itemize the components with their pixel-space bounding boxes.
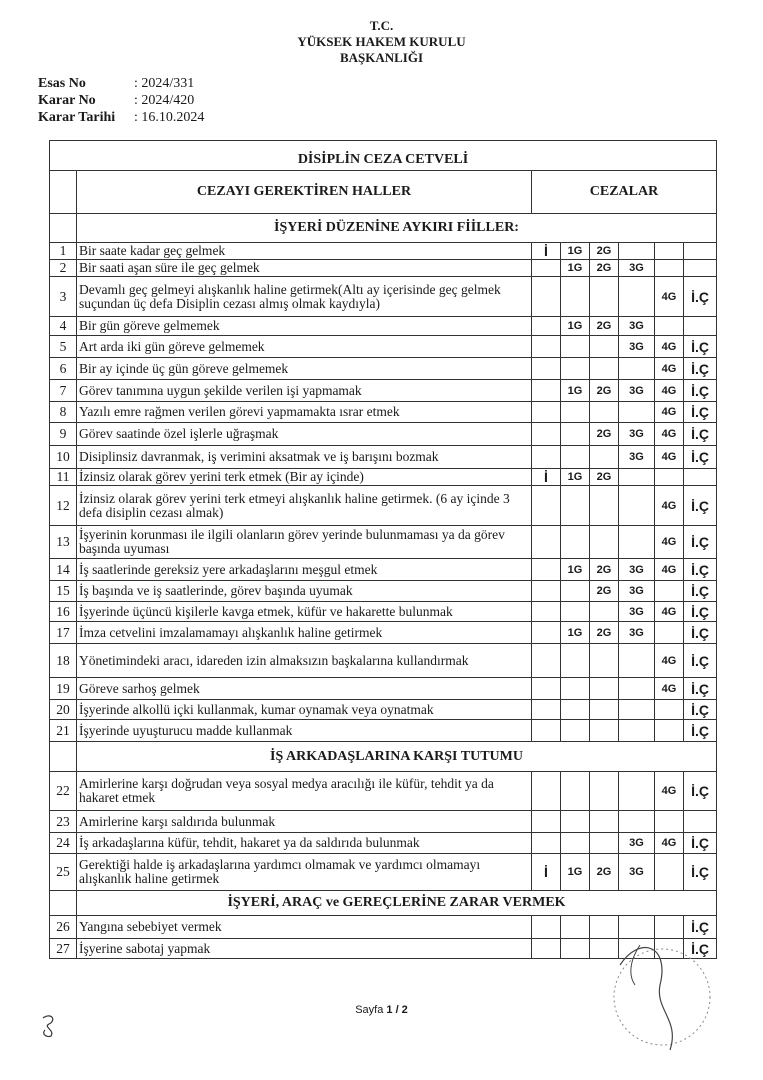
penalty-cell — [532, 423, 561, 446]
row-offense: İzinsiz olarak görev yerini terk etmek (Bir ay içinde) — [77, 469, 532, 486]
row-offense: İmza cetvelini imzalamamayı alışkanlık haline getirmek — [77, 622, 532, 644]
penalty-cell — [590, 358, 619, 380]
row-offense: İşyerinin korunması ile ilgili olanların görev yerinde bulunmaması ya da görev başında uyuması — [77, 526, 532, 559]
penalty-cell — [655, 720, 684, 742]
penalty-cell: 4G — [655, 644, 684, 678]
penalty-cell — [590, 336, 619, 358]
penalty-cell — [532, 700, 561, 720]
penalty-cell — [561, 700, 590, 720]
penalty-cell: İ.Ç — [684, 526, 717, 559]
penalty-cell: 2G — [590, 854, 619, 891]
table-title-row — [50, 141, 717, 171]
row-number: 24 — [50, 833, 77, 854]
case-info-label: Esas No — [38, 76, 86, 91]
penalty-cell — [655, 317, 684, 336]
row-number: 12 — [50, 486, 77, 526]
table-row — [50, 559, 717, 581]
row-number: 13 — [50, 526, 77, 559]
row-offense: İş arkadaşlarına küfür, tehdit, hakaret ya da saldırıda bulunmak — [77, 833, 532, 854]
penalty-cell — [561, 336, 590, 358]
penalty-cell: İ.Ç — [684, 581, 717, 602]
case-info-label: Karar Tarihi — [38, 110, 116, 125]
penalty-cell — [590, 644, 619, 678]
case-info-value: : 2024/331 — [134, 76, 195, 91]
row-number: 6 — [50, 358, 77, 380]
penalty-cell: 2G — [590, 260, 619, 277]
penalty-cell — [561, 720, 590, 742]
penalty-cell — [561, 526, 590, 559]
penalty-cell — [532, 317, 561, 336]
table-row — [50, 380, 717, 402]
penalty-cell: 3G — [619, 446, 655, 469]
penalty-cell — [684, 811, 717, 833]
penalty-cell: 4G — [655, 446, 684, 469]
penalty-cell — [655, 243, 684, 260]
row-offense: Disiplinsiz davranmak, iş verimini aksatmak ve iş barışını bozmak — [77, 446, 532, 469]
penalty-cell — [619, 772, 655, 811]
page-number: 1 / 2 — [386, 1004, 408, 1016]
penalty-cell: 3G — [619, 833, 655, 854]
penalty-cell — [590, 602, 619, 622]
row-number: 5 — [50, 336, 77, 358]
row-offense: Art arda iki gün göreve gelmemek — [77, 336, 532, 358]
row-number: 7 — [50, 380, 77, 402]
table-row — [50, 581, 717, 602]
table-row — [50, 336, 717, 358]
penalty-cell — [619, 402, 655, 423]
penalty-cell: 2G — [590, 559, 619, 581]
table-row — [50, 526, 717, 559]
row-offense: Amirlerine karşı saldırıda bulunmak — [77, 811, 532, 833]
section-header-row — [50, 742, 717, 772]
penalty-cell — [532, 939, 561, 959]
footer-prefix: Sayfa — [355, 1004, 387, 1016]
section-blank-cell — [50, 891, 77, 916]
penalty-cell: 3G — [619, 622, 655, 644]
penalty-cell — [532, 526, 561, 559]
row-number: 11 — [50, 469, 77, 486]
penalty-cell: İ.Ç — [684, 486, 717, 526]
penalty-table — [49, 140, 717, 959]
row-number: 8 — [50, 402, 77, 423]
penalty-cell — [532, 446, 561, 469]
penalty-cell — [684, 243, 717, 260]
penalty-cell — [561, 916, 590, 939]
table-row — [50, 602, 717, 622]
penalty-cell — [561, 423, 590, 446]
penalty-cell: İ.Ç — [684, 559, 717, 581]
case-info-value: : 16.10.2024 — [134, 110, 205, 125]
penalty-cell — [532, 772, 561, 811]
penalty-cell — [619, 678, 655, 700]
row-offense: İşyerine sabotaj yapmak — [77, 939, 532, 959]
penalty-cell: 1G — [561, 469, 590, 486]
section-title: İŞYERİ, ARAÇ ve GEREÇLERİNE ZARAR VERMEK — [77, 891, 717, 916]
row-number: 9 — [50, 423, 77, 446]
penalty-cell: 3G — [619, 854, 655, 891]
penalty-cell — [590, 700, 619, 720]
penalty-cell — [532, 678, 561, 700]
penalty-cell: 4G — [655, 602, 684, 622]
penalty-cell — [655, 581, 684, 602]
penalty-cell — [684, 260, 717, 277]
penalty-cell — [561, 277, 590, 317]
table-row — [50, 622, 717, 644]
table-row — [50, 317, 717, 336]
table-row — [50, 469, 717, 486]
penalty-cell: 3G — [619, 423, 655, 446]
table-header-row — [50, 171, 717, 214]
penalty-cell — [619, 358, 655, 380]
penalty-cell: 3G — [619, 336, 655, 358]
row-offense: İşyerinde uyuşturucu madde kullanmak — [77, 720, 532, 742]
penalty-cell: 1G — [561, 380, 590, 402]
row-offense: Göreve sarhoş gelmek — [77, 678, 532, 700]
penalty-cell: 4G — [655, 380, 684, 402]
row-offense: Gerektiği halde iş arkadaşlarına yardımcı olmamak ve yardımcı olmamayı alışkanlık haline getirmek — [77, 854, 532, 891]
penalty-cell — [619, 243, 655, 260]
penalty-cell — [561, 358, 590, 380]
penalty-cell — [532, 811, 561, 833]
penalty-cell — [590, 526, 619, 559]
section-header-row — [50, 891, 717, 916]
penalty-cell — [655, 854, 684, 891]
penalty-cell: İ — [532, 469, 561, 486]
table-row — [50, 423, 717, 446]
table-row — [50, 720, 717, 742]
table-row — [50, 678, 717, 700]
case-info-label: Karar No — [38, 93, 96, 108]
section-blank-cell — [50, 742, 77, 772]
penalty-cell: 3G — [619, 559, 655, 581]
penalty-cell — [561, 772, 590, 811]
penalty-cell — [655, 811, 684, 833]
section-title: İŞYERİ DÜZENİNE AYKIRI FİİLLER: — [77, 214, 717, 243]
penalty-cell: 3G — [619, 602, 655, 622]
row-offense: Bir gün göreve gelmemek — [77, 317, 532, 336]
row-offense: İş saatlerinde gereksiz yere arkadaşlarını meşgul etmek — [77, 559, 532, 581]
penalty-cell — [532, 602, 561, 622]
document-header — [0, 18, 763, 66]
penalty-cell — [590, 446, 619, 469]
row-number: 20 — [50, 700, 77, 720]
penalty-cell: 4G — [655, 526, 684, 559]
penalty-cell: İ — [532, 854, 561, 891]
header-blank-cell — [50, 171, 77, 214]
penalty-cell — [590, 402, 619, 423]
penalty-cell — [561, 833, 590, 854]
penalty-cell — [590, 678, 619, 700]
penalty-cell: 4G — [655, 423, 684, 446]
header-line-2: YÜKSEK HAKEM KURULU — [297, 34, 466, 49]
penalty-cell: 1G — [561, 559, 590, 581]
penalty-cell: 2G — [590, 243, 619, 260]
penalty-cell: İ.Ç — [684, 772, 717, 811]
row-offense: İşyerinde üçüncü kişilerle kavga etmek, küfür ve hakarette bulunmak — [77, 602, 532, 622]
header-line-1: T.C. — [369, 18, 394, 33]
table-row — [50, 772, 717, 811]
row-offense: İşyerinde alkollü içki kullanmak, kumar oynamak veya oynatmak — [77, 700, 532, 720]
penalty-cell: 1G — [561, 854, 590, 891]
penalty-cell — [561, 602, 590, 622]
section-blank-cell — [50, 214, 77, 243]
row-offense: Görev tanımına uygun şekilde verilen işi yapmamak — [77, 380, 532, 402]
table-row — [50, 277, 717, 317]
penalty-cell — [619, 720, 655, 742]
penalty-cell: 4G — [655, 833, 684, 854]
penalty-cell — [655, 469, 684, 486]
penalty-cell — [561, 486, 590, 526]
penalty-cell: 2G — [590, 581, 619, 602]
row-number: 14 — [50, 559, 77, 581]
official-stamp — [600, 925, 720, 1055]
row-number: 22 — [50, 772, 77, 811]
row-offense: Bir ay içinde üç gün göreve gelmemek — [77, 358, 532, 380]
penalty-cell — [619, 469, 655, 486]
penalty-cell: 4G — [655, 402, 684, 423]
row-number: 2 — [50, 260, 77, 277]
penalty-cell — [561, 581, 590, 602]
penalty-cell: İ.Ç — [684, 423, 717, 446]
row-offense: Devamlı geç gelmeyi alışkanlık haline getirmek(Altı ay içerisinde geç gelmek suçundan üç defa Disiplin cezası almış olmak kaydıyla) — [77, 277, 532, 317]
penalty-cell: 3G — [619, 317, 655, 336]
penalty-cell: 2G — [590, 469, 619, 486]
row-offense: Amirlerine karşı doğrudan veya sosyal medya aracılığı ile küfür, tehdit ya da hakaret etmek — [77, 772, 532, 811]
penalty-cell — [655, 622, 684, 644]
row-number: 27 — [50, 939, 77, 959]
penalty-cell — [684, 469, 717, 486]
penalty-cell — [532, 559, 561, 581]
penalty-cell — [561, 446, 590, 469]
penalty-cell: 3G — [619, 260, 655, 277]
penalty-cell: 2G — [590, 622, 619, 644]
row-number: 10 — [50, 446, 77, 469]
row-offense: Yönetimindeki aracı, idareden izin almaksızın başkalarına kullandırmak — [77, 644, 532, 678]
section-title: İŞ ARKADAŞLARINA KARŞI TUTUMU — [77, 742, 717, 772]
row-offense: Görev saatinde özel işlerle uğraşmak — [77, 423, 532, 446]
penalty-cell: 2G — [590, 317, 619, 336]
penalty-cell: İ.Ç — [684, 644, 717, 678]
row-number: 19 — [50, 678, 77, 700]
table-row — [50, 260, 717, 277]
row-number: 3 — [50, 277, 77, 317]
penalty-cell — [532, 916, 561, 939]
penalty-cell — [532, 581, 561, 602]
penalty-cell — [619, 811, 655, 833]
penalty-cell — [619, 486, 655, 526]
penalty-cell: İ.Ç — [684, 622, 717, 644]
table-row — [50, 486, 717, 526]
penalty-cell: 4G — [655, 277, 684, 317]
penalty-cell — [532, 260, 561, 277]
row-number: 18 — [50, 644, 77, 678]
penalty-cell: 2G — [590, 423, 619, 446]
table-row — [50, 402, 717, 423]
penalty-cell — [532, 833, 561, 854]
penalty-cell — [561, 939, 590, 959]
penalty-table-frame — [49, 140, 716, 959]
penalty-cell: İ.Ç — [684, 939, 717, 959]
penalty-cell — [532, 358, 561, 380]
initial-signature — [37, 1010, 65, 1040]
table-row — [50, 700, 717, 720]
penalty-cell — [561, 678, 590, 700]
penalty-cell — [590, 277, 619, 317]
penalty-cell: İ.Ç — [684, 380, 717, 402]
penalty-cell — [655, 700, 684, 720]
table-row — [50, 358, 717, 380]
penalty-cell — [532, 402, 561, 423]
row-number: 25 — [50, 854, 77, 891]
penalty-cell: İ.Ç — [684, 720, 717, 742]
penalty-cell: İ.Ç — [684, 336, 717, 358]
penalty-cell: 1G — [561, 317, 590, 336]
penalty-cell — [684, 317, 717, 336]
table-row — [50, 644, 717, 678]
penalty-cell: 4G — [655, 358, 684, 380]
section-header-row — [50, 214, 717, 243]
row-number: 21 — [50, 720, 77, 742]
penalty-cell: İ.Ç — [684, 402, 717, 423]
penalty-cell: İ.Ç — [684, 446, 717, 469]
penalty-cell — [590, 772, 619, 811]
penalty-cell — [590, 811, 619, 833]
table-row — [50, 811, 717, 833]
row-offense: İş başında ve iş saatlerinde, görev başında uyumak — [77, 581, 532, 602]
penalty-cell: 4G — [655, 486, 684, 526]
penalty-cell: 1G — [561, 243, 590, 260]
penalty-cell — [532, 336, 561, 358]
table-row — [50, 243, 717, 260]
penalty-cell — [619, 277, 655, 317]
row-offense: Bir saate kadar geç gelmek — [77, 243, 532, 260]
row-offense: Bir saati aşan süre ile geç gelmek — [77, 260, 532, 277]
row-offense: Yazılı emre rağmen verilen görevi yapmamakta ısrar etmek — [77, 402, 532, 423]
penalty-cell: 4G — [655, 678, 684, 700]
row-number: 26 — [50, 916, 77, 939]
penalty-cell: İ.Ç — [684, 277, 717, 317]
row-number: 4 — [50, 317, 77, 336]
penalty-cell: 1G — [561, 622, 590, 644]
penalty-cell — [561, 644, 590, 678]
row-number: 15 — [50, 581, 77, 602]
penalty-cell — [619, 644, 655, 678]
case-info-row — [38, 75, 204, 92]
penalty-cell: İ.Ç — [684, 602, 717, 622]
penalty-cell: 3G — [619, 581, 655, 602]
penalty-cell — [590, 833, 619, 854]
header-line-3: BAŞKANLIĞI — [339, 50, 424, 65]
table-title: DİSİPLİN CEZA CETVELİ — [50, 141, 717, 171]
penalty-cell — [561, 402, 590, 423]
row-offense: İzinsiz olarak görev yerini terk etmeyi alışkanlık haline getirmek. (6 ay içinde 3 defa disiplin cezası almak) — [77, 486, 532, 526]
table-row — [50, 446, 717, 469]
penalty-cell — [561, 811, 590, 833]
row-number: 1 — [50, 243, 77, 260]
penalty-cell: İ — [532, 243, 561, 260]
penalty-cell: İ.Ç — [684, 700, 717, 720]
penalty-cell — [532, 622, 561, 644]
penalty-cell — [532, 380, 561, 402]
column-header-acts: CEZAYI GEREKTİREN HALLER — [77, 171, 532, 214]
penalty-cell — [532, 486, 561, 526]
case-info-row — [38, 109, 204, 126]
penalty-cell: İ.Ç — [684, 678, 717, 700]
penalty-cell: 4G — [655, 559, 684, 581]
penalty-cell — [590, 486, 619, 526]
penalty-cell — [532, 720, 561, 742]
penalty-cell: 3G — [619, 380, 655, 402]
row-number: 16 — [50, 602, 77, 622]
penalty-cell: İ.Ç — [684, 916, 717, 939]
case-info-row — [38, 92, 204, 109]
penalty-cell: 4G — [655, 336, 684, 358]
case-info — [38, 75, 204, 126]
table-row — [50, 854, 717, 891]
penalty-cell — [655, 260, 684, 277]
penalty-cell: İ.Ç — [684, 854, 717, 891]
penalty-cell — [532, 277, 561, 317]
penalty-cell: 4G — [655, 772, 684, 811]
column-header-penalties: CEZALAR — [532, 171, 717, 214]
penalty-cell: 2G — [590, 380, 619, 402]
row-number: 17 — [50, 622, 77, 644]
penalty-cell — [619, 700, 655, 720]
penalty-cell — [619, 526, 655, 559]
penalty-cell: 1G — [561, 260, 590, 277]
penalty-cell — [532, 644, 561, 678]
penalty-cell: İ.Ç — [684, 358, 717, 380]
table-row — [50, 833, 717, 854]
penalty-cell: İ.Ç — [684, 833, 717, 854]
penalty-cell — [590, 720, 619, 742]
row-offense: Yangına sebebiyet vermek — [77, 916, 532, 939]
case-info-value: : 2024/420 — [134, 93, 195, 108]
row-number: 23 — [50, 811, 77, 833]
penalty-table-body — [50, 141, 717, 959]
